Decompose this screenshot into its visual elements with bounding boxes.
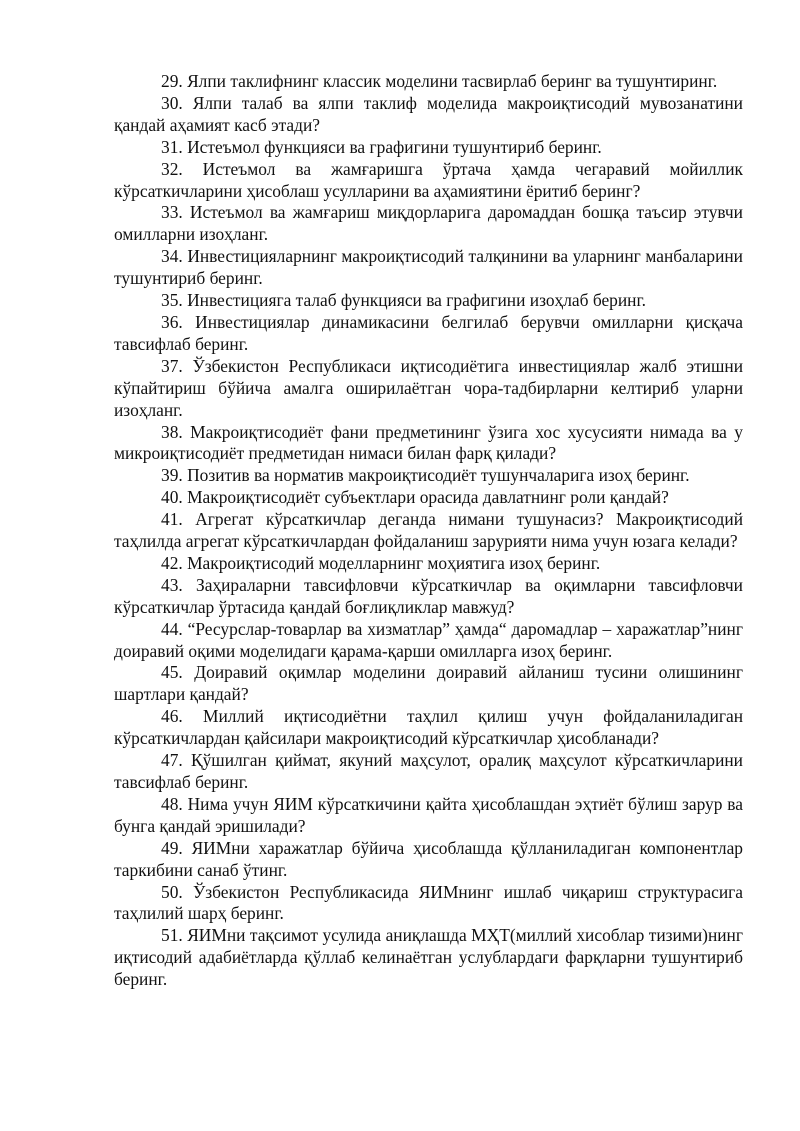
question-46: 46. Миллий иқтисодиётни таҳлил қилиш учун фойдаланиладиган кўрсаткичлардан қайсилари макроиқтисодий кўрсаткичлар ҳисобланади? xyxy=(114,706,743,749)
question-40: 40. Макроиқтисодиёт субъектлари орасида давлатнинг роли қандай? xyxy=(161,487,669,508)
question-39: 39. Позитив ва норматив макроиқтисодиёт тушунчаларига изоҳ беринг. xyxy=(161,465,690,486)
question-48: 48. Нима учун ЯИМ кўрсаткичини қайта ҳисоблашдан эҳтиёт бўлиш зарур ва бунга қандай эришилади? xyxy=(114,793,743,836)
question-49: 49. ЯИМни харажатлар бўйича ҳисоблашда қўлланиладиган компонентлар таркибини санаб ўтинг. xyxy=(114,837,743,880)
question-29: 29. Ялпи таклифнинг классик моделини тасвирлаб беринг ва тушунтиринг. xyxy=(161,71,718,91)
question-34: 34. Инвестицияларнинг макроиқтисодий талқинини ва уларнинг манбаларини тушунтириб беринг. xyxy=(114,246,743,289)
question-38: 38. Макроиқтисодиёт фани предметининг ўзига хос хусусияти нимада ва у микроиқтисодиёт предметидан нимаси билан фарқ қилади? xyxy=(114,421,743,464)
question-51: 51. ЯИМни тақсимот усулида аниқлашда МҲТ(миллий хисоблар тизими)нинг иқтисодий адабиётларда қўллаб келинаётган услублардаги фарқларни тушунтириб беринг. xyxy=(114,925,743,990)
question-50: 50. Ўзбекистон Республикасида ЯИМнинг ишлаб чиқариш структурасига таҳлилий шарҳ беринг. xyxy=(114,881,743,924)
question-43: 43. Заҳираларни тавсифловчи кўрсаткичлар ва оқимларни тавсифловчи кўрсаткичлар ўртасида қандай боғлиқликлар мавжуд? xyxy=(114,574,743,617)
document-page xyxy=(114,71,743,991)
question-30: 30. Ялпи талаб ва ялпи таклиф моделида макроиқтисодий мувозанатини қандай аҳамият касб этади? xyxy=(114,92,743,135)
question-33: 33. Истеъмол ва жамғариш миқдорларига даромаддан бошқа таъсир этувчи омилларни изоҳланг. xyxy=(114,202,743,245)
question-32: 32. Истеъмол ва жамғаришга ўртача ҳамда чегаравий мойиллик кўрсаткичларини ҳисоблаш усулларини ва аҳамиятини ёритиб беринг? xyxy=(114,158,743,201)
question-44: 44. “Ресурслар-товарлар ва хизматлар” ҳамда“ даромадлар – харажатлар”нинг доиравий оқими моделидаги қарама-қарши омилларга изоҳ беринг. xyxy=(114,618,743,661)
question-35: 35. Инвестицияга талаб функцияси ва графигини изоҳлаб беринг. xyxy=(161,290,646,311)
question-37: 37. Ўзбекистон Республикаси иқтисодиётига инвестициялар жалб этишни кўпайтириш бўйича амалга оширилаётган чора-тадбирларни келтириб уларни изоҳланг. xyxy=(114,355,743,420)
question-31: 31. Истеъмол функцияси ва графигини тушунтириб беринг. xyxy=(161,136,602,157)
question-42: 42. Макроиқтисодий моделларнинг моҳиятига изоҳ беринг. xyxy=(161,552,601,573)
question-36: 36. Инвестициялар динамикасини белгилаб берувчи омилларни қисқача тавсифлаб беринг. xyxy=(114,311,743,354)
question-45: 45. Доиравий оқимлар моделини доиравий айланиш тусини олишининг шартлари қандай? xyxy=(114,662,743,705)
question-41: 41. Агрегат кўрсаткичлар деганда нимани тушунасиз? Макроиқтисодий таҳлилда агрегат кўрсаткичлардан фойдаланиш зарурияти нима учун юзага келади? xyxy=(114,509,743,552)
question-47: 47. Қўшилган қиймат, якуний маҳсулот, оралиқ маҳсулот кўрсаткичларини тавсифлаб беринг. xyxy=(114,750,743,792)
